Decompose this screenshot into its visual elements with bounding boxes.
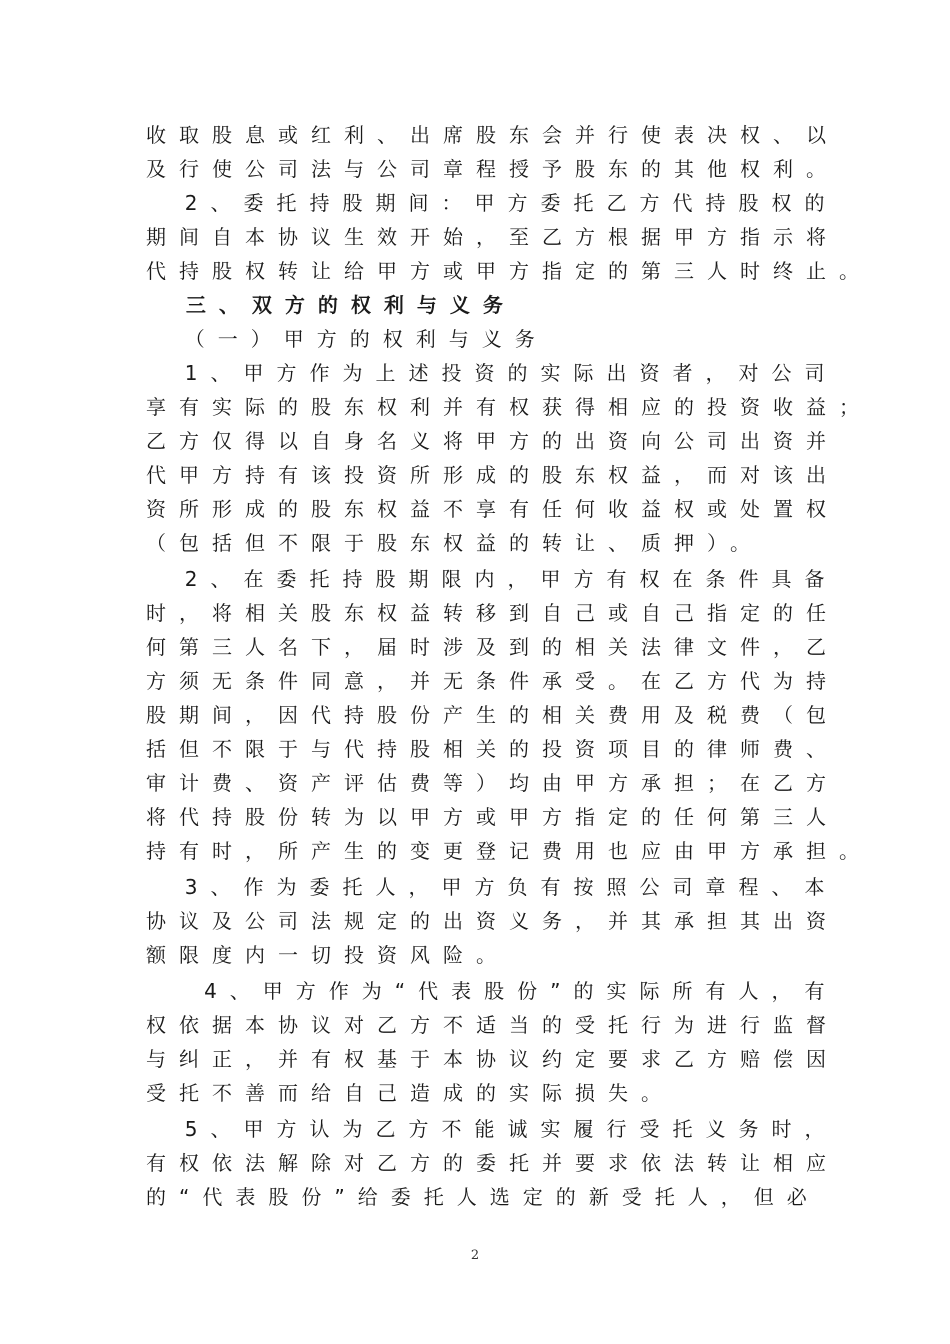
text-line: 5、甲方认为乙方不能诚实履行受托义务时，	[146, 1117, 838, 1141]
text-line: 2、委托持股期间：甲方委托乙方代持股权的	[146, 191, 838, 215]
text-line: 括但不限于与代持股相关的投资项目的律师费、	[146, 737, 839, 761]
text-line: 享有实际的股东权利并有权获得相应的投资收益；	[146, 395, 872, 419]
text-line: 方须无条件同意，并无条件承受。在乙方代为持	[146, 669, 839, 693]
subsection-heading: （一）甲方的权利与义务	[146, 327, 548, 351]
text-line: 将代持股份转为以甲方或甲方指定的任何第三人	[146, 805, 839, 829]
text-line: （包括但不限于股东权益的转让、质押）。	[146, 531, 763, 555]
text-line: 受托不善而给自己造成的实际损失。	[146, 1081, 674, 1105]
text-line: 代持股权转让给甲方或甲方指定的第三人时终止。	[146, 259, 872, 283]
text-line: 3、作为委托人，甲方负有按照公司章程、本	[146, 875, 838, 899]
text-line: 代甲方持有该投资所形成的股东权益，而对该出	[146, 463, 839, 487]
text-line: 审计费、资产评估费等）均由甲方承担；在乙方	[146, 771, 839, 795]
text-line: 及行使公司法与公司章程授予股东的其他权利。	[146, 157, 839, 181]
text-line: 持有时，所产生的变更登记费用也应由甲方承担。	[146, 839, 872, 863]
text-line: 4、甲方作为“代表股份”的实际所有人，有	[146, 979, 838, 1003]
text-line: 2、在委托持股期限内，甲方有权在条件具备	[146, 567, 838, 591]
text-line: 何第三人名下，届时涉及到的相关法律文件，乙	[146, 635, 839, 659]
text-line: 股期间，因代持股份产生的相关费用及税费（包	[146, 703, 839, 727]
section-heading: 三、双方的权利与义务	[146, 293, 516, 317]
text-line: 收取股息或红利、出席股东会并行使表决权、以	[146, 123, 839, 147]
text-line: 有权依法解除对乙方的委托并要求依法转让相应	[146, 1151, 839, 1175]
text-line: 额限度内一切投资风险。	[146, 943, 509, 967]
text-line: 乙方仅得以自身名义将甲方的出资向公司出资并	[146, 429, 839, 453]
text-line: 资所形成的股东权益不享有任何收益权或处置权	[146, 497, 839, 521]
text-line: 时，将相关股东权益转移到自己或自己指定的任	[146, 601, 839, 625]
text-line: 的“代表股份”给委托人选定的新受托人，但必	[146, 1185, 820, 1209]
page-number: 2	[470, 1248, 480, 1263]
text-line: 与纠正，并有权基于本协议约定要求乙方赔偿因	[146, 1047, 839, 1071]
text-line: 协议及公司法规定的出资义务，并其承担其出资	[146, 909, 839, 933]
text-line: 期间自本协议生效开始，至乙方根据甲方指示将	[146, 225, 839, 249]
text-line: 权依据本协议对乙方不适当的受托行为进行监督	[146, 1013, 839, 1037]
text-line: 1、甲方作为上述投资的实际出资者，对公司	[146, 361, 838, 385]
